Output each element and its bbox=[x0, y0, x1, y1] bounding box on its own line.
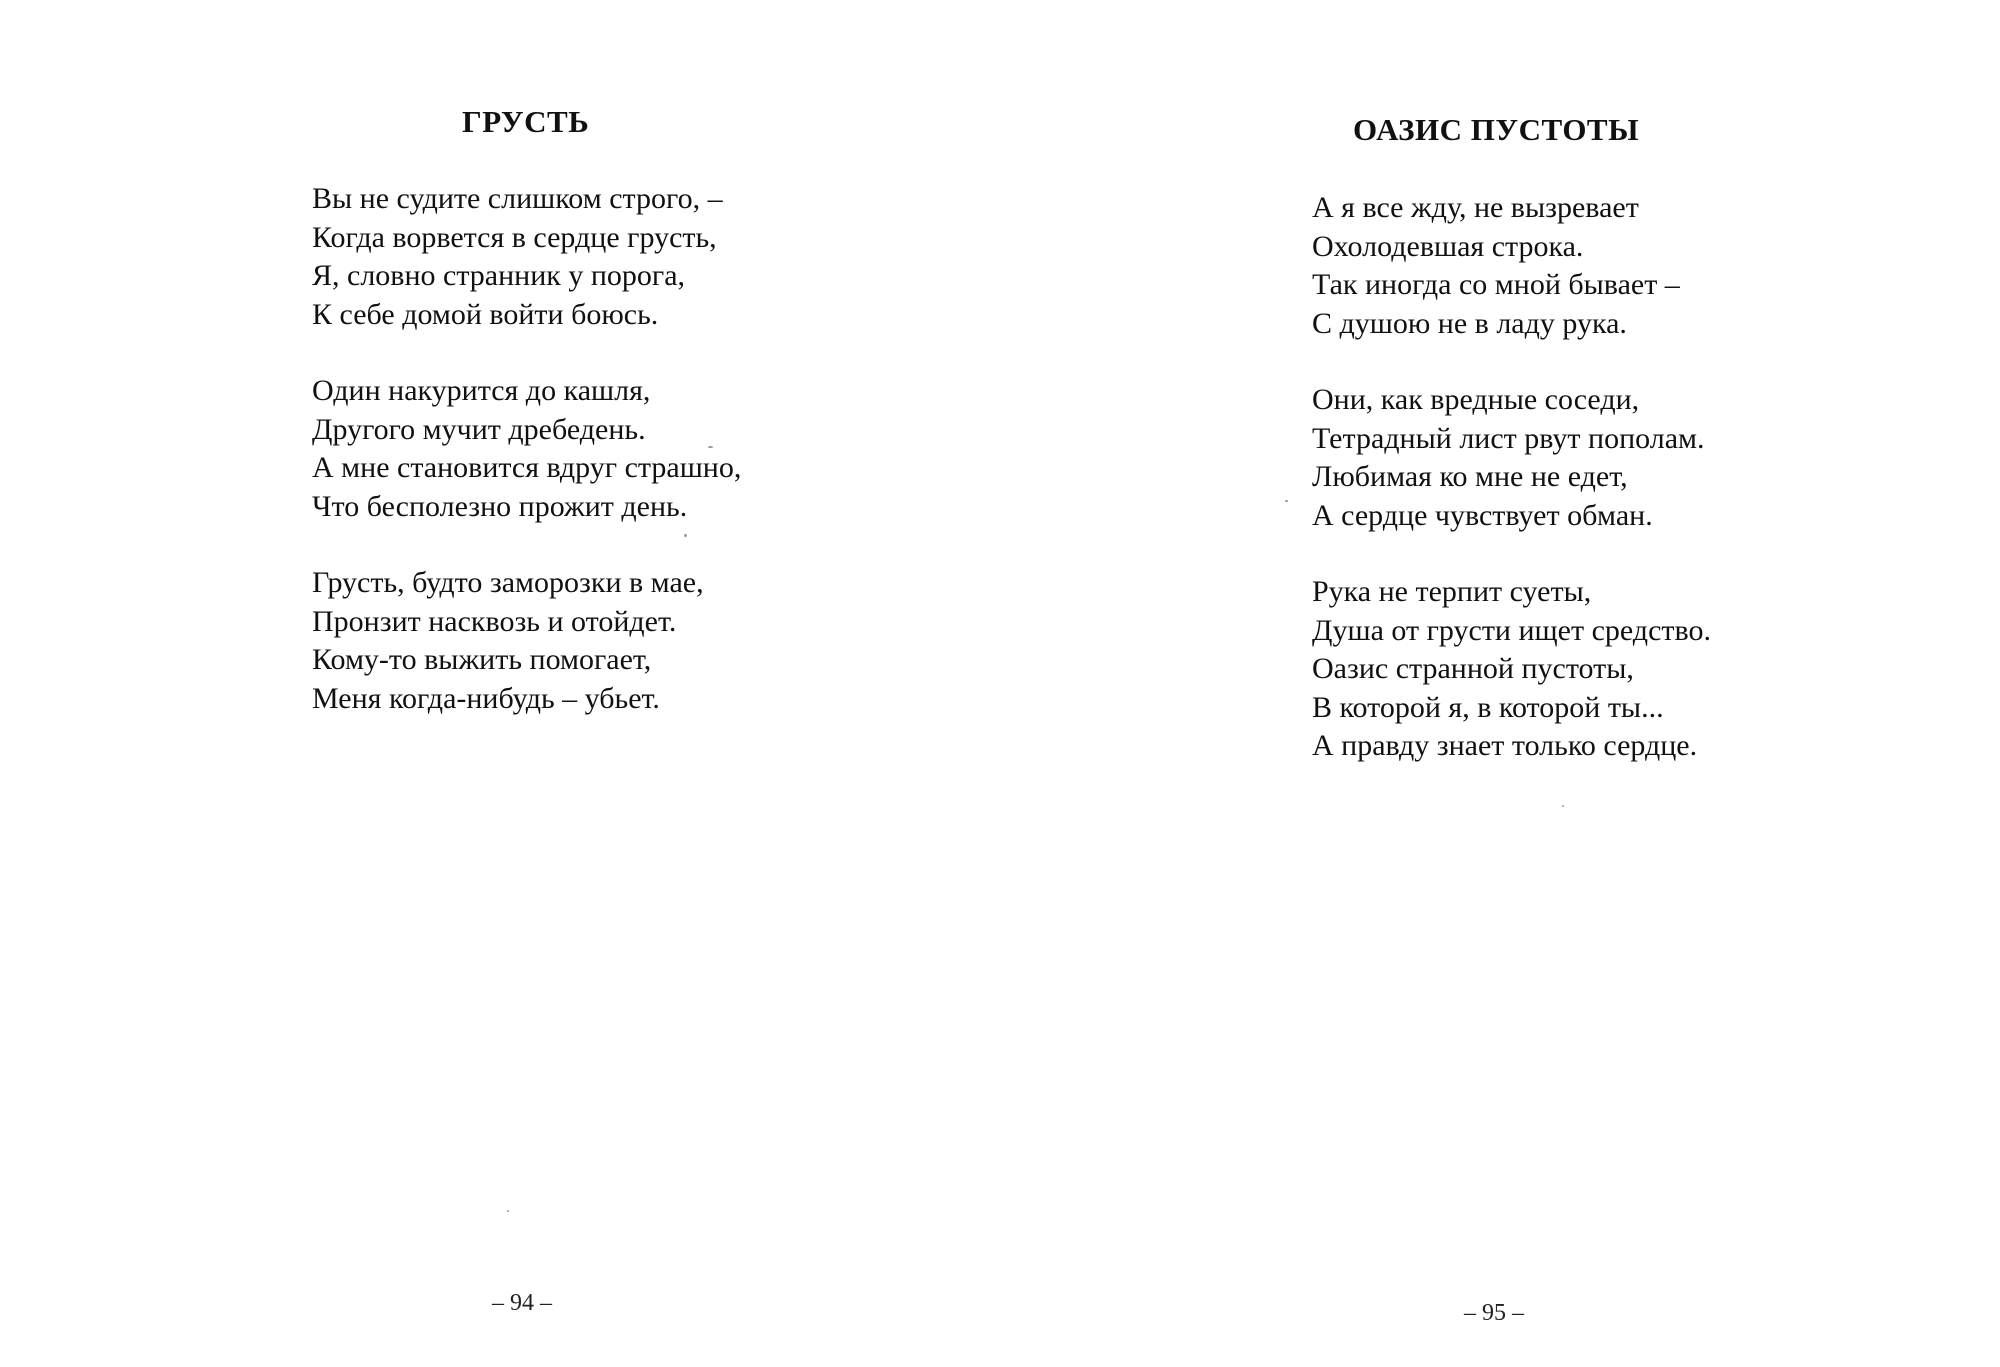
print-speck bbox=[1285, 500, 1288, 502]
poem-line: В которой я, в которой ты... bbox=[1312, 690, 1664, 724]
poem-line: К себе домой войти боюсь. bbox=[312, 297, 659, 331]
poem-line: Оазис странной пустоты, bbox=[1312, 652, 1634, 685]
page-number: – 94 – bbox=[492, 1290, 552, 1316]
stanza bbox=[312, 372, 741, 526]
stanza bbox=[312, 564, 741, 718]
poem-line: Грусть, будто заморозки в мае, bbox=[312, 566, 704, 599]
page-number: – 95 – bbox=[1464, 1300, 1524, 1326]
poem-line: Так иногда со мной бывает – bbox=[1312, 268, 1680, 301]
poem-line: Душа от грусти ищет средство. bbox=[1312, 613, 1711, 647]
poem-line: А я все жду, не вызревает bbox=[1312, 191, 1639, 224]
poem-line: Что бесполезно прожит день. bbox=[312, 489, 688, 523]
poem-body bbox=[1312, 189, 1711, 766]
stanza bbox=[1312, 381, 1711, 535]
stanza bbox=[1312, 189, 1711, 343]
poem-line: Когда ворвется в сердце грусть, bbox=[312, 220, 717, 254]
poem-line: Меня когда-нибудь – убьет. bbox=[312, 681, 660, 715]
poem-line: С душою не в ладу рука. bbox=[1312, 306, 1627, 340]
poem-line: А правду знает только сердце. bbox=[1312, 729, 1698, 762]
stanza bbox=[1312, 573, 1711, 766]
poem-line: Рука не терпит суеты, bbox=[1312, 575, 1592, 608]
stanza bbox=[312, 180, 741, 334]
poem-title: ОАЗИС ПУСТОТЫ bbox=[1353, 112, 1640, 147]
poem-line: Вы не судите слишком строго, – bbox=[312, 182, 723, 215]
poem-line: Один накурится до кашля, bbox=[312, 374, 651, 407]
poem-line: Охолодевшая строка. bbox=[1312, 229, 1584, 263]
poem-body bbox=[312, 180, 741, 718]
poem-line: Пронзит насквозь и отойдет. bbox=[312, 604, 677, 638]
poem-line: Кому-то выжить помогает, bbox=[312, 643, 652, 676]
poem-line: Тетрадный лист рвут пополам. bbox=[1312, 421, 1705, 455]
poem-line: Я, словно странник у порога, bbox=[312, 259, 686, 292]
poem-line: Другого мучит дребедень. bbox=[312, 412, 646, 446]
poem-line: А мне становится вдруг страшно, bbox=[312, 451, 742, 484]
poem-line: А сердце чувствует обман. bbox=[1312, 498, 1653, 532]
poem-title: ГРУСТЬ bbox=[462, 104, 590, 139]
poem-line: Они, как вредные соседи, bbox=[1312, 383, 1640, 416]
right-page bbox=[1000, 0, 2000, 1367]
print-speck bbox=[708, 446, 713, 448]
print-speck bbox=[507, 1210, 509, 1212]
print-speck bbox=[684, 534, 687, 537]
print-speck bbox=[1562, 805, 1564, 807]
poem-line: Любимая ко мне не едет, bbox=[1312, 460, 1628, 493]
